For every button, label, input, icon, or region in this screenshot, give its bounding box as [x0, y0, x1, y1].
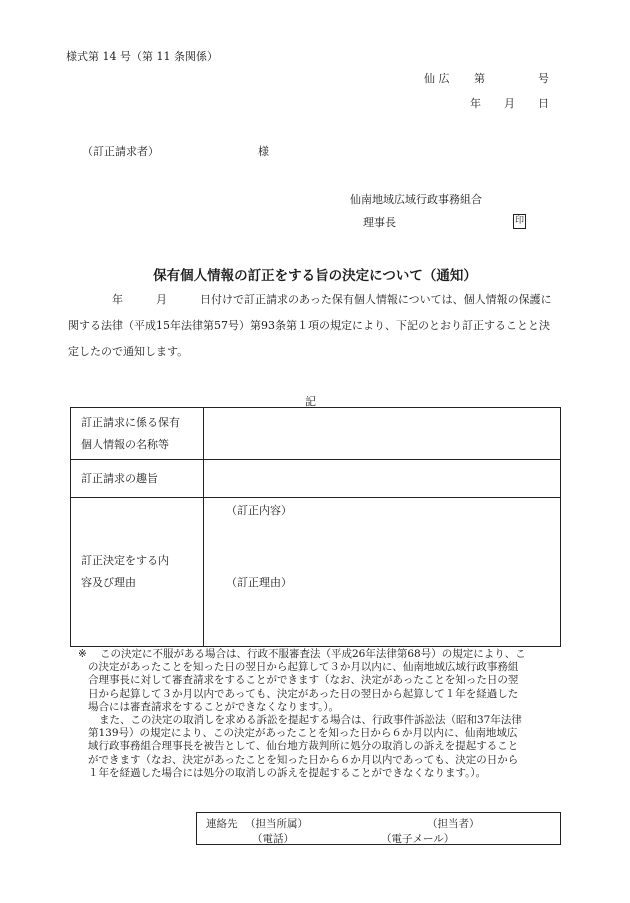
table-row: [71, 460, 561, 498]
note-line: 第139号）の規定により、この決定があったことを知った日から６か月以内に、仙南地域広: [88, 727, 518, 740]
body-line-1: 年 月 日付けで訂正請求のあった保有個人情報については、個人情報の保護に: [68, 293, 552, 306]
table-row: [71, 408, 561, 460]
recipient-label: （訂正請求者）: [82, 145, 159, 158]
note-line: ができます（なお、決定があったことを知った日から６か月以内であっても、決定の日から: [88, 753, 519, 766]
contact-person[interactable]: （担当者）: [427, 818, 480, 830]
row-value-decision[interactable]: [204, 498, 561, 647]
ki-label: 記: [305, 395, 316, 408]
date-day: 日: [538, 97, 549, 110]
decision-table: [70, 407, 561, 647]
note-mark: ※: [78, 648, 87, 660]
row-label-decision: [71, 498, 204, 647]
correction-reason-label: （訂正理由）: [226, 576, 292, 589]
appeal-note: [72, 648, 562, 780]
note-line: 日から起算して３か月以内であっても、決定があった日の翌日から起算して１年を経過した: [88, 687, 519, 700]
contact-box: [196, 812, 561, 845]
note-line: の決定があったことを知った日の翌日から起算して３か月以内に、仙南地域広域行政事務組: [88, 661, 519, 674]
row-label-purpose: 訂正請求の趣旨: [71, 460, 204, 498]
contact-label: 連絡先: [206, 818, 238, 830]
body-paragraph: [68, 287, 560, 365]
date-month: 月: [504, 97, 515, 110]
row-value-purpose[interactable]: [204, 460, 561, 498]
seal-icon: 印: [513, 214, 526, 229]
body-line-2: 関する法律（平成15年法律第57号）第93条第１項の規定により、下記のとおり訂正することと決: [68, 319, 550, 332]
row-value-info-name[interactable]: [204, 408, 561, 460]
note-line: この決定に不服がある場合は、行政不服審査法（平成26年法律第68号）の規定により、こ: [100, 648, 526, 660]
doc-prefix: 仙 広: [424, 72, 450, 85]
form-number: 様式第 14 号（第 11 条関係）: [66, 50, 218, 63]
sender-organization: 仙南地域広域行政事務組合: [350, 193, 482, 206]
correction-content-label: （訂正内容）: [226, 504, 292, 517]
row-label-line: 個人情報の名称等: [81, 437, 169, 451]
note-line: 合理事長に対して審査請求をすることができます（なお、決定があったことを知った日の翌: [88, 674, 519, 687]
table-row: [71, 498, 561, 647]
page-title: 保有個人情報の訂正をする旨の決定について（通知）: [153, 268, 477, 284]
sender-title: 理事長: [363, 216, 396, 229]
row-label-line: 訂正決定をする内: [81, 554, 169, 567]
doc-dai: 第: [474, 72, 485, 85]
row-label-line: 容及び理由: [81, 576, 136, 589]
note-line: 域行政事務組合理事長を被告として、仙台地方裁判所に処分の取消しの訴えを提起すること: [88, 740, 519, 753]
note-line: また、この決定の取消しを求める訴訟を提起する場合は、行政事件訴訟法（昭和37年法律: [99, 714, 522, 727]
contact-email[interactable]: （電子メール）: [381, 833, 455, 845]
note-line: 場合には審査請求をすることができなくなります。）。: [88, 700, 340, 713]
note-line: １年を経過した場合には処分の取消しの訴えを提起することができなくなります。）。: [88, 766, 487, 779]
row-label-info-name: [71, 408, 204, 460]
recipient-honorific: 様: [258, 145, 269, 158]
contact-department[interactable]: （担当所属）: [245, 818, 308, 830]
row-label-line: 訂正請求に係る保有: [81, 415, 180, 429]
contact-phone[interactable]: （電話）: [252, 833, 294, 845]
body-line-3: 定したので通知します。: [68, 345, 189, 358]
date-year: 年: [470, 97, 481, 110]
doc-go: 号: [538, 72, 549, 85]
